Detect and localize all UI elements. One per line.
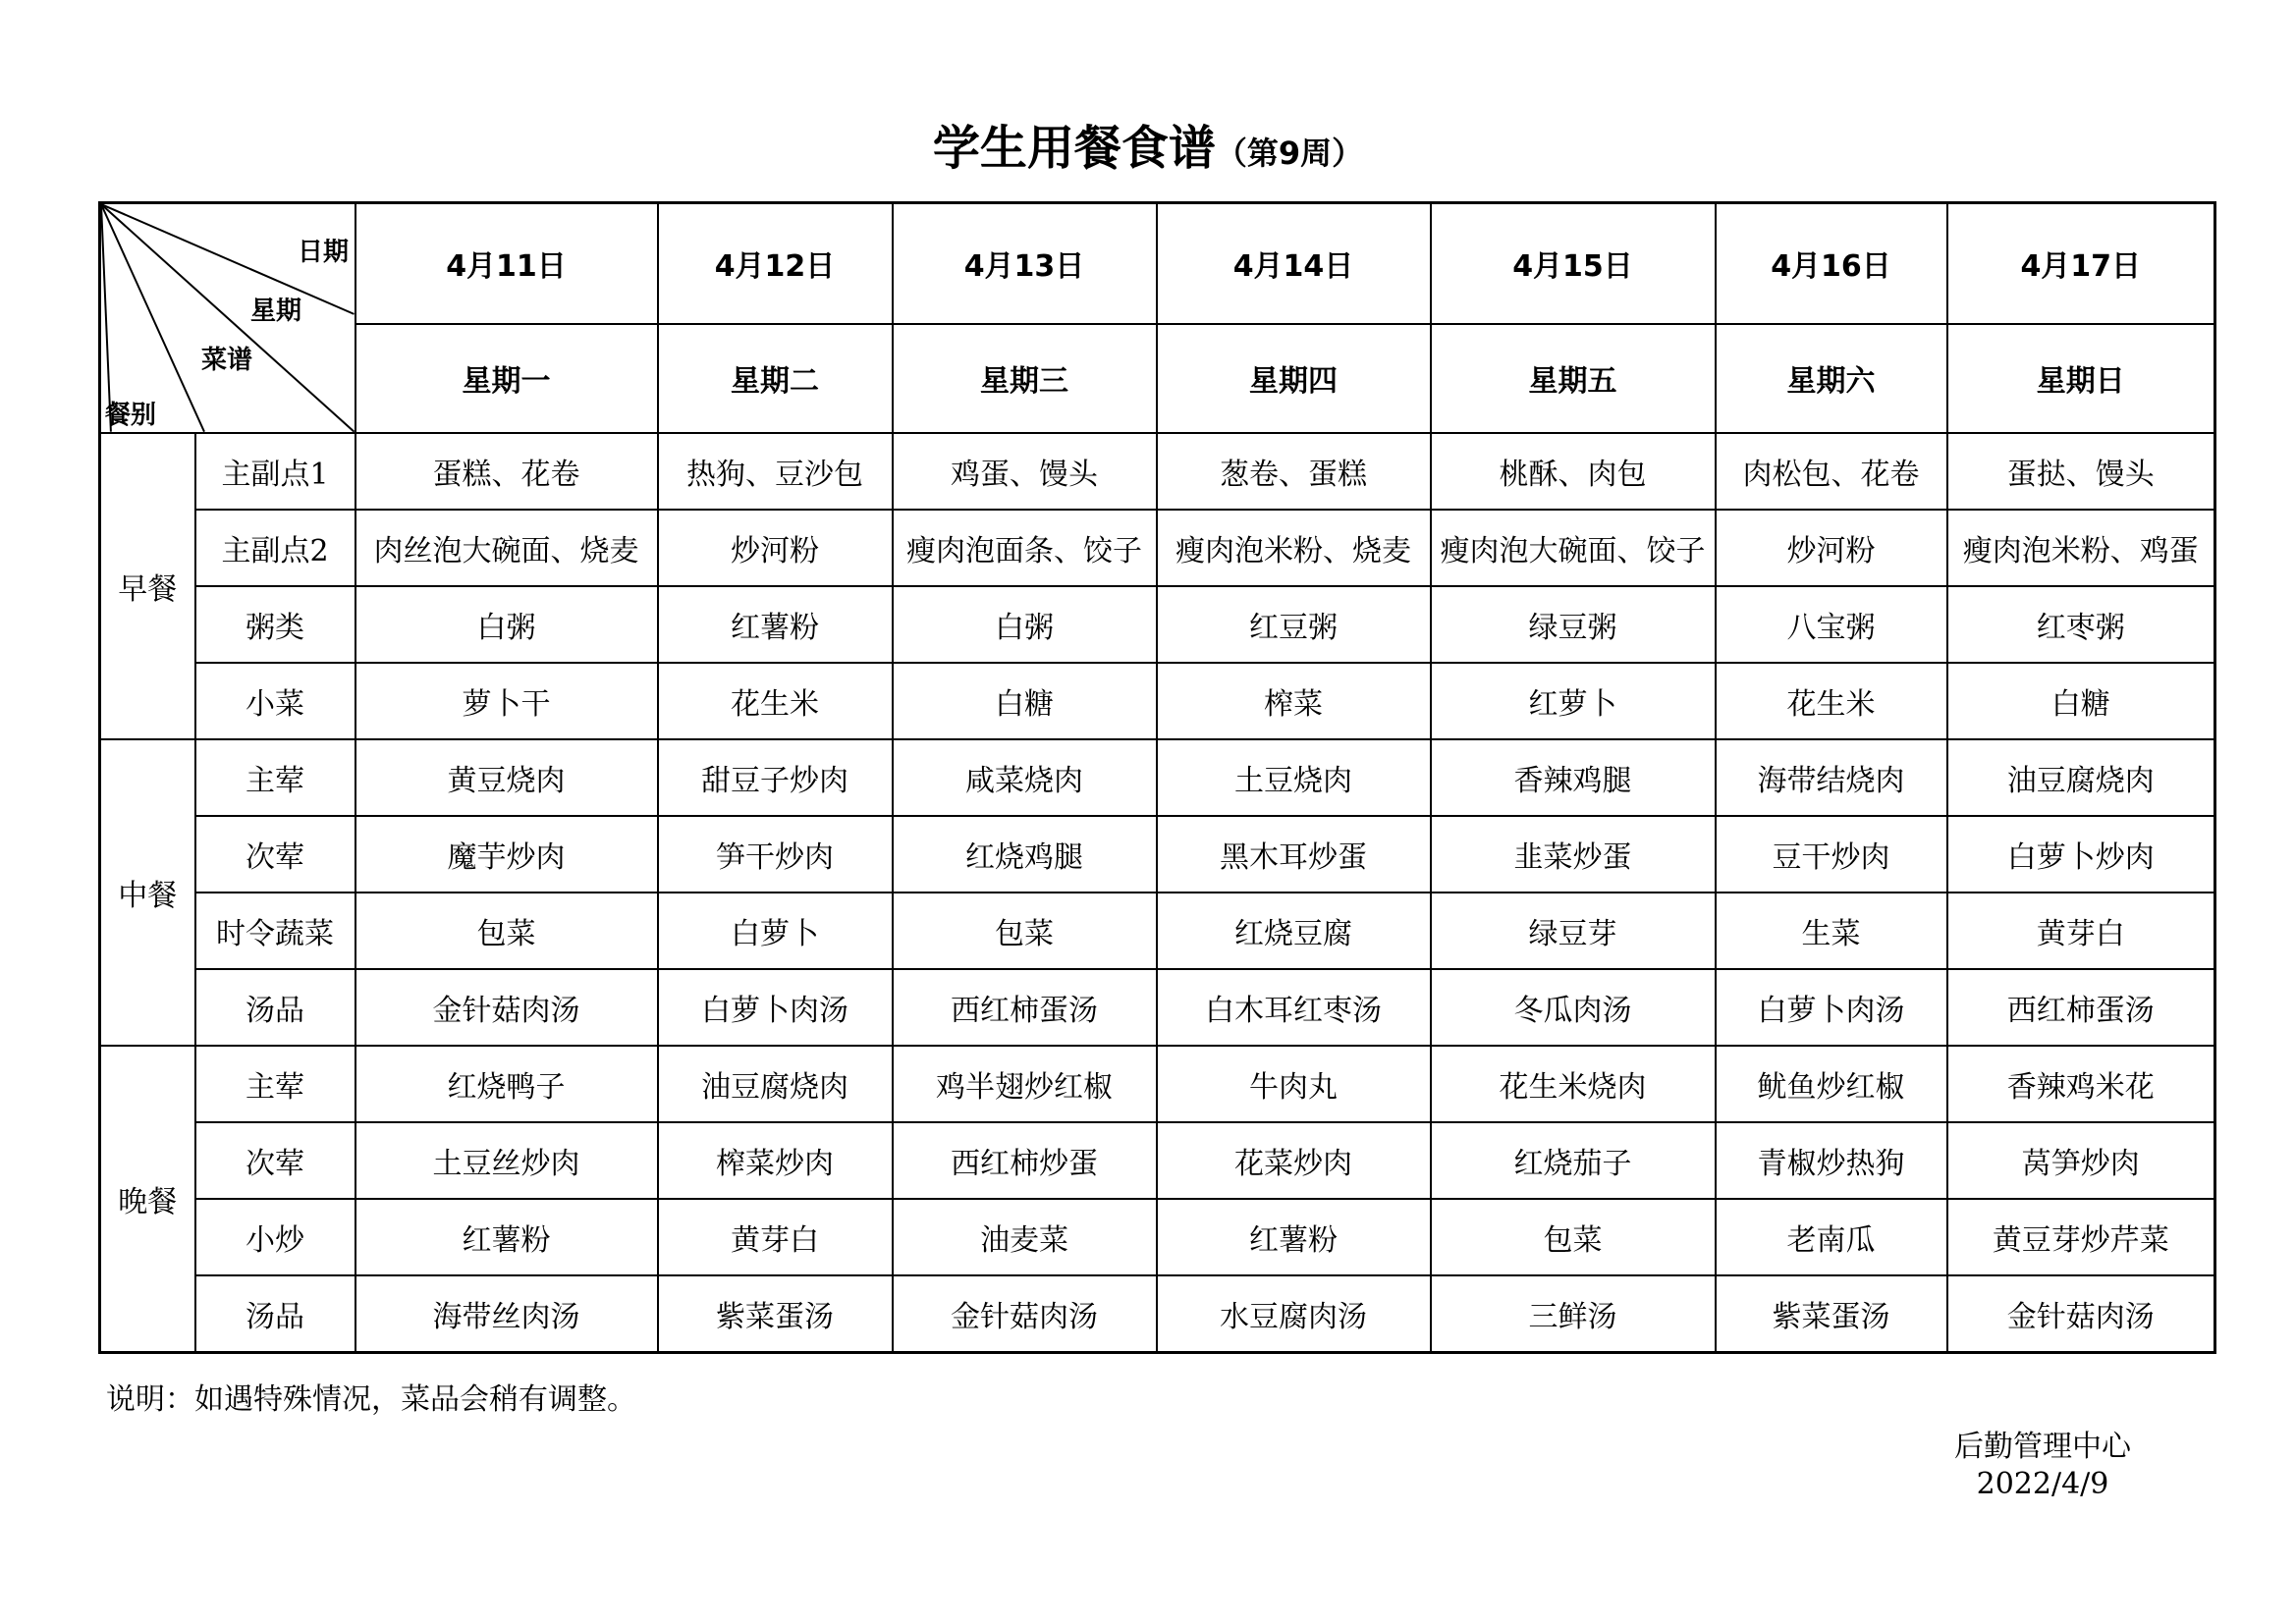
note-text: 说明：如遇特殊情况，菜品会稍有调整。 bbox=[106, 1382, 636, 1417]
menu-row bbox=[100, 739, 2215, 816]
date-cell: 4月11日 bbox=[355, 203, 658, 324]
dish-cell: 红薯粉 bbox=[1157, 1199, 1431, 1275]
category-cell: 汤品 bbox=[195, 1275, 355, 1352]
dish-cell: 炒河粉 bbox=[1716, 510, 1947, 586]
dish-cell: 白糖 bbox=[1947, 663, 2215, 739]
menu-row bbox=[100, 433, 2215, 510]
date-cell: 4月12日 bbox=[658, 203, 893, 324]
dish-cell: 油豆腐烧肉 bbox=[658, 1046, 893, 1122]
dish-cell: 花生米 bbox=[658, 663, 893, 739]
category-cell: 小菜 bbox=[195, 663, 355, 739]
dish-cell: 水豆腐肉汤 bbox=[1157, 1275, 1431, 1352]
dish-cell: 包菜 bbox=[355, 893, 658, 969]
menu-row bbox=[100, 1122, 2215, 1199]
dish-cell: 鱿鱼炒红椒 bbox=[1716, 1046, 1947, 1122]
footer-date: 2022/4/9 bbox=[1976, 1467, 2109, 1501]
dish-cell: 莴笋炒肉 bbox=[1947, 1122, 2215, 1199]
dish-cell: 包菜 bbox=[1431, 1199, 1716, 1275]
date-cell: 4月15日 bbox=[1431, 203, 1716, 324]
page-title bbox=[0, 110, 2296, 178]
dish-cell: 紫菜蛋汤 bbox=[658, 1275, 893, 1352]
dish-cell: 瘦肉泡面条、饺子 bbox=[893, 510, 1157, 586]
dish-cell: 鸡半翅炒红椒 bbox=[893, 1046, 1157, 1122]
dish-cell: 绿豆粥 bbox=[1431, 586, 1716, 663]
category-cell: 次荤 bbox=[195, 1122, 355, 1199]
menu-row bbox=[100, 816, 2215, 893]
category-cell: 主副点2 bbox=[195, 510, 355, 586]
dish-cell: 香辣鸡腿 bbox=[1431, 739, 1716, 816]
meal-cell: 晚餐 bbox=[100, 1046, 195, 1352]
dish-cell: 瘦肉泡米粉、鸡蛋 bbox=[1947, 510, 2215, 586]
dish-cell: 黄芽白 bbox=[1947, 893, 2215, 969]
header-corner bbox=[100, 203, 355, 433]
corner-weekday-label: 星期 bbox=[250, 297, 302, 326]
dish-cell: 海带结烧肉 bbox=[1716, 739, 1947, 816]
weekday-row bbox=[100, 324, 2215, 433]
dish-cell: 鸡蛋、馒头 bbox=[893, 433, 1157, 510]
menu-row bbox=[100, 586, 2215, 663]
weekday-cell: 星期五 bbox=[1431, 324, 1716, 433]
dish-cell: 肉丝泡大碗面、烧麦 bbox=[355, 510, 658, 586]
corner-menu-label: 菜谱 bbox=[201, 346, 253, 375]
dish-cell: 红萝卜 bbox=[1431, 663, 1716, 739]
dish-cell: 红烧鸡腿 bbox=[893, 816, 1157, 893]
dish-cell: 八宝粥 bbox=[1716, 586, 1947, 663]
dish-cell: 牛肉丸 bbox=[1157, 1046, 1431, 1122]
date-row bbox=[100, 203, 2215, 324]
footer-org: 后勤管理中心 bbox=[1954, 1430, 2131, 1464]
category-cell: 汤品 bbox=[195, 969, 355, 1046]
dish-cell: 葱卷、蛋糕 bbox=[1157, 433, 1431, 510]
dish-cell: 蛋挞、馒头 bbox=[1947, 433, 2215, 510]
dish-cell: 油麦菜 bbox=[893, 1199, 1157, 1275]
dish-cell: 魔芋炒肉 bbox=[355, 816, 658, 893]
menu-table bbox=[98, 201, 2216, 1354]
dish-cell: 韭菜炒蛋 bbox=[1431, 816, 1716, 893]
dish-cell: 红豆粥 bbox=[1157, 586, 1431, 663]
dish-cell: 香辣鸡米花 bbox=[1947, 1046, 2215, 1122]
menu-row bbox=[100, 1275, 2215, 1352]
date-cell: 4月17日 bbox=[1947, 203, 2215, 324]
menu-row bbox=[100, 663, 2215, 739]
title-week: （第9周） bbox=[1215, 135, 1364, 172]
dish-cell: 红烧鸭子 bbox=[355, 1046, 658, 1122]
dish-cell: 冬瓜肉汤 bbox=[1431, 969, 1716, 1046]
category-cell: 主荤 bbox=[195, 739, 355, 816]
dish-cell: 油豆腐烧肉 bbox=[1947, 739, 2215, 816]
weekday-cell: 星期四 bbox=[1157, 324, 1431, 433]
dish-cell: 榨菜炒肉 bbox=[658, 1122, 893, 1199]
dish-cell: 瘦肉泡大碗面、饺子 bbox=[1431, 510, 1716, 586]
dish-cell: 豆干炒肉 bbox=[1716, 816, 1947, 893]
dish-cell: 紫菜蛋汤 bbox=[1716, 1275, 1947, 1352]
dish-cell: 金针菇肉汤 bbox=[893, 1275, 1157, 1352]
dish-cell: 白萝卜 bbox=[658, 893, 893, 969]
dish-cell: 老南瓜 bbox=[1716, 1199, 1947, 1275]
menu-row bbox=[100, 893, 2215, 969]
dish-cell: 瘦肉泡米粉、烧麦 bbox=[1157, 510, 1431, 586]
dish-cell: 咸菜烧肉 bbox=[893, 739, 1157, 816]
weekday-cell: 星期六 bbox=[1716, 324, 1947, 433]
category-cell: 主荤 bbox=[195, 1046, 355, 1122]
dish-cell: 三鲜汤 bbox=[1431, 1275, 1716, 1352]
dish-cell: 青椒炒热狗 bbox=[1716, 1122, 1947, 1199]
dish-cell: 花菜炒肉 bbox=[1157, 1122, 1431, 1199]
date-cell: 4月16日 bbox=[1716, 203, 1947, 324]
dish-cell: 生菜 bbox=[1716, 893, 1947, 969]
dish-cell: 土豆丝炒肉 bbox=[355, 1122, 658, 1199]
corner-date-label: 日期 bbox=[298, 238, 350, 267]
dish-cell: 金针菇肉汤 bbox=[1947, 1275, 2215, 1352]
dish-cell: 花生米 bbox=[1716, 663, 1947, 739]
dish-cell: 西红柿炒蛋 bbox=[893, 1122, 1157, 1199]
dish-cell: 黄豆烧肉 bbox=[355, 739, 658, 816]
category-cell: 粥类 bbox=[195, 586, 355, 663]
dish-cell: 炒河粉 bbox=[658, 510, 893, 586]
dish-cell: 黄豆芽炒芹菜 bbox=[1947, 1199, 2215, 1275]
meal-cell: 中餐 bbox=[100, 739, 195, 1046]
category-cell: 主副点1 bbox=[195, 433, 355, 510]
dish-cell: 黑木耳炒蛋 bbox=[1157, 816, 1431, 893]
category-cell: 小炒 bbox=[195, 1199, 355, 1275]
dish-cell: 包菜 bbox=[893, 893, 1157, 969]
date-cell: 4月13日 bbox=[893, 203, 1157, 324]
dish-cell: 热狗、豆沙包 bbox=[658, 433, 893, 510]
date-cell: 4月14日 bbox=[1157, 203, 1431, 324]
weekday-cell: 星期三 bbox=[893, 324, 1157, 433]
dish-cell: 黄芽白 bbox=[658, 1199, 893, 1275]
dish-cell: 红烧豆腐 bbox=[1157, 893, 1431, 969]
dish-cell: 白萝卜肉汤 bbox=[1716, 969, 1947, 1046]
dish-cell: 白萝卜炒肉 bbox=[1947, 816, 2215, 893]
dish-cell: 红烧茄子 bbox=[1431, 1122, 1716, 1199]
dish-cell: 白糖 bbox=[893, 663, 1157, 739]
dish-cell: 金针菇肉汤 bbox=[355, 969, 658, 1046]
category-cell: 次荤 bbox=[195, 816, 355, 893]
dish-cell: 笋干炒肉 bbox=[658, 816, 893, 893]
dish-cell: 白萝卜肉汤 bbox=[658, 969, 893, 1046]
title-main: 学生用餐食谱 bbox=[932, 121, 1216, 176]
dish-cell: 土豆烧肉 bbox=[1157, 739, 1431, 816]
dish-cell: 西红柿蛋汤 bbox=[893, 969, 1157, 1046]
dish-cell: 绿豆芽 bbox=[1431, 893, 1716, 969]
dish-cell: 花生米烧肉 bbox=[1431, 1046, 1716, 1122]
dish-cell: 萝卜干 bbox=[355, 663, 658, 739]
dish-cell: 红薯粉 bbox=[658, 586, 893, 663]
footer bbox=[1925, 1429, 2160, 1503]
weekday-cell: 星期二 bbox=[658, 324, 893, 433]
dish-cell: 桃酥、肉包 bbox=[1431, 433, 1716, 510]
dish-cell: 白木耳红枣汤 bbox=[1157, 969, 1431, 1046]
weekday-cell: 星期日 bbox=[1947, 324, 2215, 433]
dish-cell: 西红柿蛋汤 bbox=[1947, 969, 2215, 1046]
dish-cell: 海带丝肉汤 bbox=[355, 1275, 658, 1352]
dish-cell: 红薯粉 bbox=[355, 1199, 658, 1275]
category-cell: 时令蔬菜 bbox=[195, 893, 355, 969]
meal-cell: 早餐 bbox=[100, 433, 195, 739]
menu-row bbox=[100, 969, 2215, 1046]
dish-cell: 红枣粥 bbox=[1947, 586, 2215, 663]
dish-cell: 甜豆子炒肉 bbox=[658, 739, 893, 816]
corner-meal-label: 餐别 bbox=[105, 401, 157, 430]
menu-row bbox=[100, 1199, 2215, 1275]
dish-cell: 榨菜 bbox=[1157, 663, 1431, 739]
dish-cell: 蛋糕、花卷 bbox=[355, 433, 658, 510]
dish-cell: 白粥 bbox=[893, 586, 1157, 663]
menu-row bbox=[100, 510, 2215, 586]
dish-cell: 白粥 bbox=[355, 586, 658, 663]
dish-cell: 肉松包、花卷 bbox=[1716, 433, 1947, 510]
weekday-cell: 星期一 bbox=[355, 324, 658, 433]
menu-row bbox=[100, 1046, 2215, 1122]
